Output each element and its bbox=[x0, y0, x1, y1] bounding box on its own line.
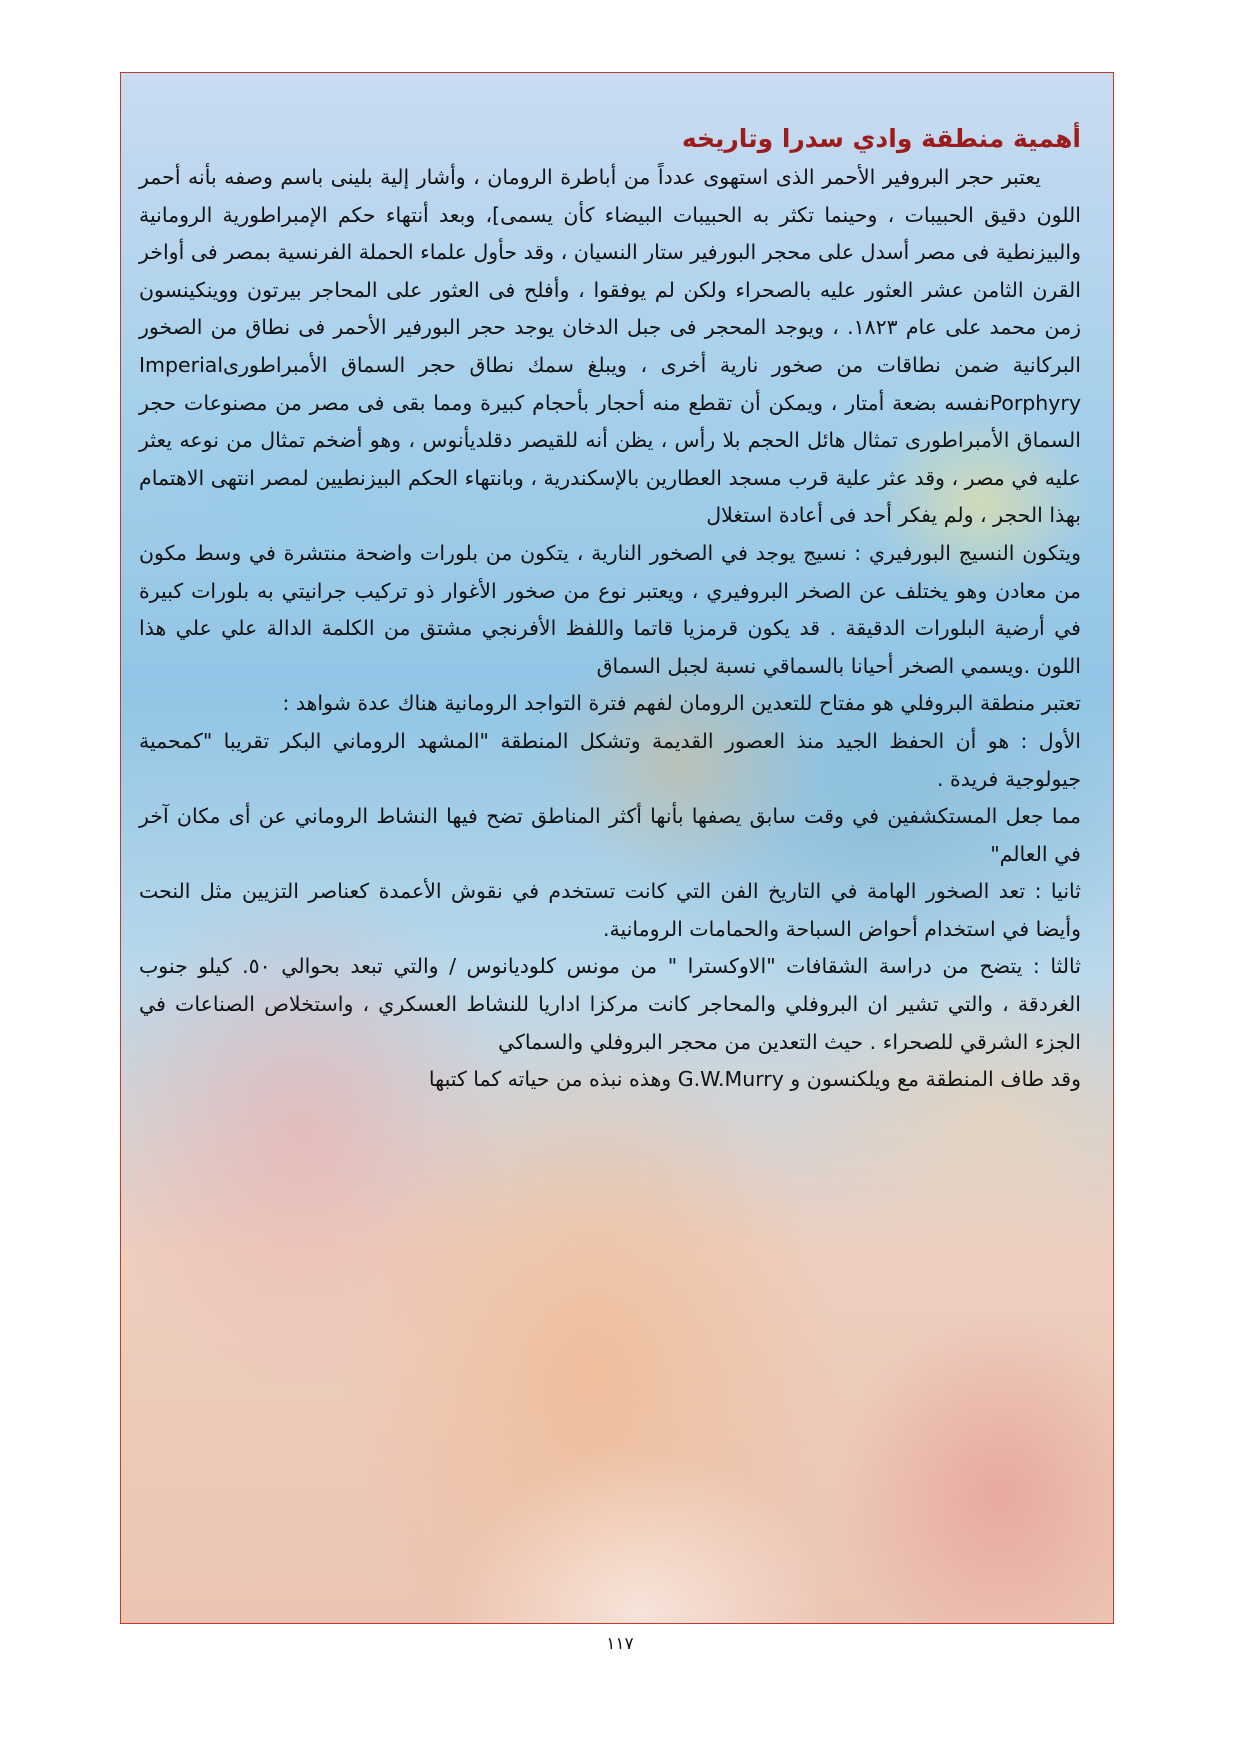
page-number: ١١٧ bbox=[606, 1634, 634, 1654]
paragraph-evidence-first: الأول : هو أن الحفظ الجيد منذ العصور القديمة وتشكل المنطقة "المشهد الروماني البكر تقريبا "كمحمية جيولوجية فريدة . bbox=[139, 728, 1081, 791]
paragraph-explorers: مما جعل المستكشفين في وقت سابق يصفها بأنها أكثر المناطق تضح فيها النشاط الروماني عن أى مكان آخر في العالم" bbox=[139, 804, 1081, 866]
article-body bbox=[121, 121, 1114, 1099]
paragraph-evidence-intro: تعتبر منطقة البروفلي هو مفتاح للتعدين الرومان لفهم فترة التواجد الرومانية هناك عدة شواهد : bbox=[282, 691, 1081, 716]
paragraph-evidence-third: ثالثا : يتضح من دراسة الشقافات "الاوكسترا " من مونس كلوديانوس / والتي تبعد بحوالي ٥٠. كيلو جنوب الغردقة ، والتي تشير ان البروفلي والمحاجر كانت مركزا اداريا للنشاط العسكري ، واستخلاص الصناعات في الجزء الشرقي للصحراء . حيث التعدين من محجر البروفلي والسماكي bbox=[139, 954, 1081, 1054]
paragraph-porphyritic-texture: ويتكون النسيج البورفيري : نسيج يوجد في الصخور النارية ، يتكون من بلورات واضحة منتشرة في وسط مكون من معادن وهو يختلف عن الصخر البروفيري ، ويعتبر نوع من صخور الأغوار ذو تركيب جرانيتي به بلورات كبيرة في أرضية البلورات الدقيقة . قد يكون قرمزيا قاتما واللفظ الأفرنجي مشتق من الكلمة الدالة علي علي هذا اللون .ويسمي الصخر أحيانا بالسماقي نسبة لجبل السماق bbox=[139, 540, 1081, 678]
page-title: أهمية منطقة وادي سدرا وتاريخه bbox=[681, 124, 1081, 153]
page-frame bbox=[120, 72, 1114, 1624]
paragraph-porphyry-history: يعتبر حجر البروفير الأحمر الذى استهوى عدداً من أباطرة الرومان ، وأشار إلية بلينى باسم وصفه بأنه أحمر اللون دقيق الحبيبات ، وحينما تكثر به الحبيبات البيضاء كأن يسمى]، وبعد أنتهاء حكم الإمبراطورية الرومانية والبيزنطية فى مصر أسدل على محجر البورفير ستار النسيان ، وقد حأول علماء الحملة الفرنسية بمصر فى أواخر القرن الثامن عشر العثور عليه بالصحراء ولكن لم يوفقوا ، وأفلح فى العثور على المحاجر بيرتون ووينكينسون زمن محمد على عام ١٨٢٣. ، ويوجد المحجر فى جبل الدخان يوجد حجر البورفير الأحمر فى نطاق من الصخور البركانية ضمن نطاقات من صخور نارية أخرى ، ويبلغ سمك نطاق حجر السماق الأمبراطورىImperial Porphyryنفسه بضعة أمتار ، ويمكن أن تقطع منه أحجار بأحجام كبيرة ومما بقى فى مصر من مصنوعات حجر السماق الأمبراطورى تمثال هائل الحجم بلا رأس ، يظن أنه للقيصر دقلديأنوس ، وهو أضخم تمثال من نوعه يعثر عليه في مصر ، وقد عثر علية قرب مسجد العطارين بالإسكندرية ، وبانتهاء الحكم البيزنطيين لمصر انتهى الاهتمام بهذا الحجر ، ولم يفكر أحد فى أعادة استغلال bbox=[139, 165, 1081, 528]
paragraph-closing: وقد طاف المنطقة مع ويلكنسون و G.W.Murry وهذه نبذه من حياته كما كتبها bbox=[428, 1067, 1081, 1092]
paragraph-evidence-second: ثانيا : تعد الصخور الهامة في التاريخ الفن التي كانت تستخدم في نقوش الأعمدة كعناصر التزيين مثل النحت وأيضا في استخدام أحواض السباحة والحمامات الرومانية. bbox=[139, 879, 1081, 941]
